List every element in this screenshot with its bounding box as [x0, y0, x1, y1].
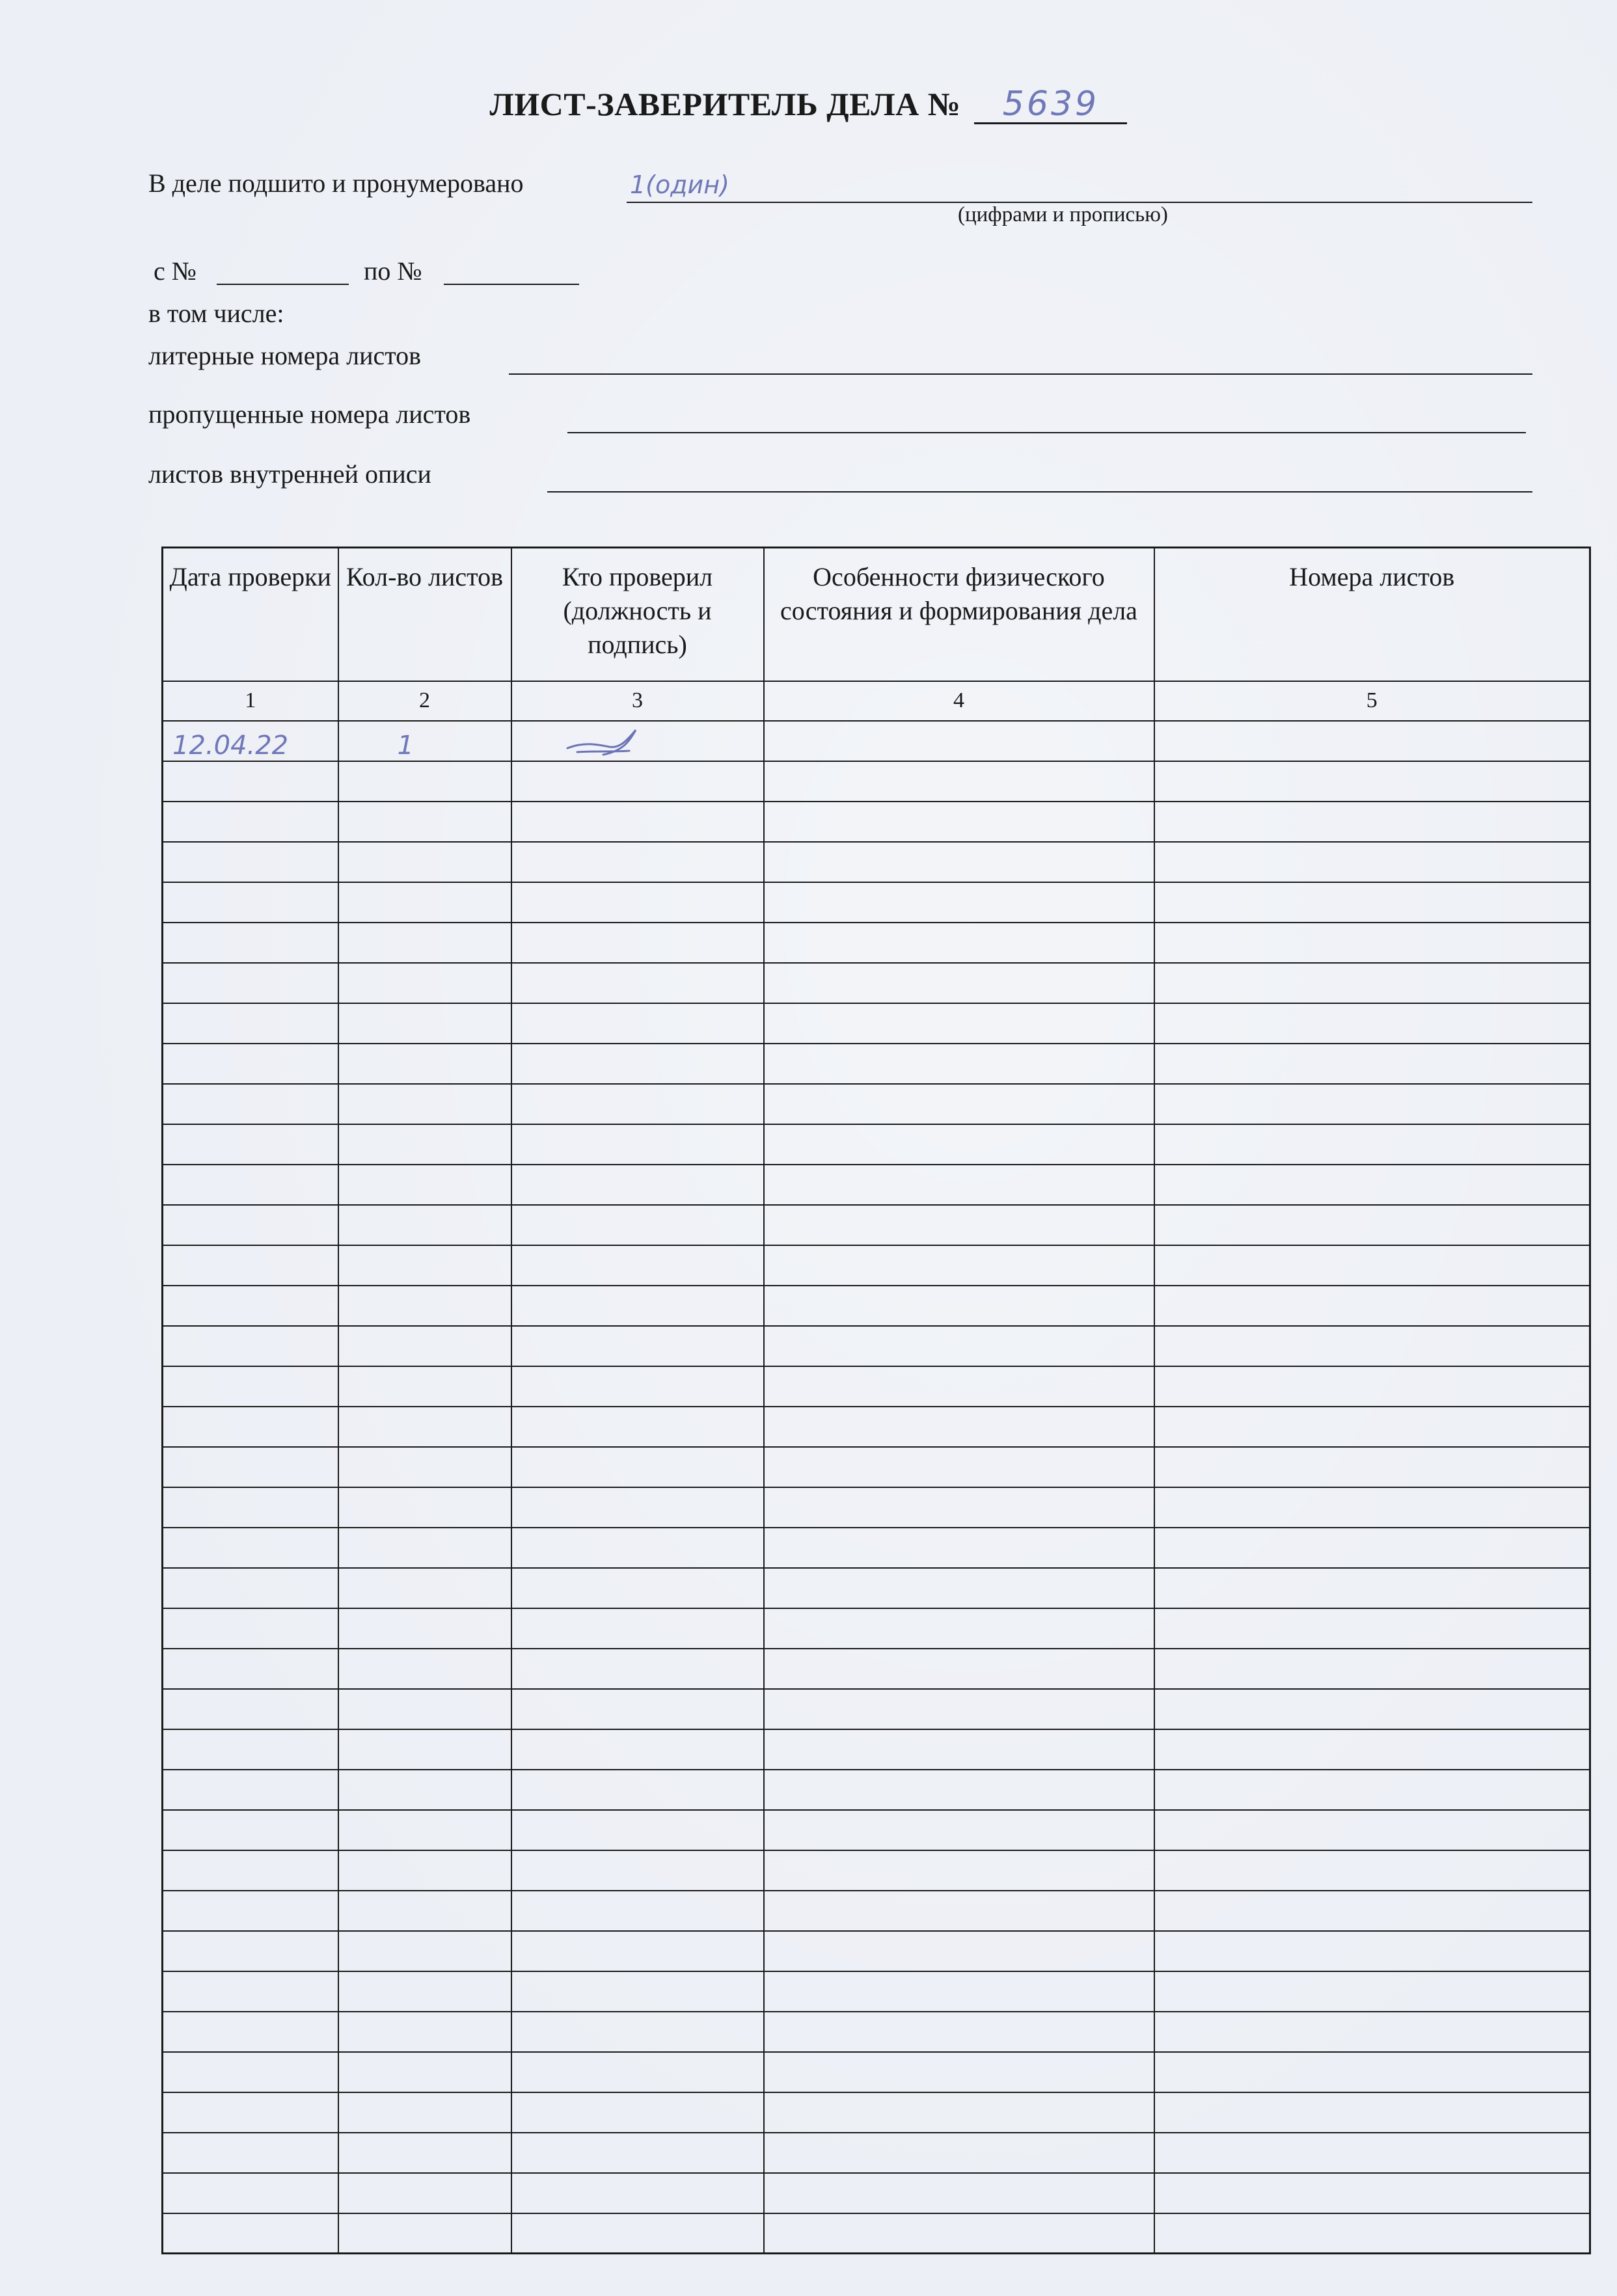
table-row: [163, 842, 1590, 882]
table-cell: [1154, 1487, 1590, 1528]
table-cell: [163, 2012, 338, 2052]
table-cell: [511, 2092, 764, 2133]
table-cell: [338, 1971, 511, 2012]
table-row: [163, 1366, 1590, 1407]
table-cell: [764, 802, 1154, 842]
signature-scribble: [564, 722, 662, 760]
table-cell: [511, 2052, 764, 2092]
table-cell: [511, 1568, 764, 1608]
table-row: [163, 1931, 1590, 1971]
table-cell: [1154, 2213, 1590, 2254]
table-cell: [764, 1850, 1154, 1891]
table-row: [163, 1568, 1590, 1608]
table-cell: [338, 2012, 511, 2052]
table-cell: [163, 1124, 338, 1165]
table-row: [163, 1044, 1590, 1084]
table-cell: [163, 1003, 338, 1044]
from-number-field: [217, 284, 349, 285]
table-cell: [1154, 1568, 1590, 1608]
table-cell: [338, 2213, 511, 2254]
table-cell: [338, 1850, 511, 1891]
table-cell: [338, 1487, 511, 1528]
header-checked-by: Кто проверил (должность и подпись): [511, 548, 764, 681]
table-cell: [511, 1084, 764, 1124]
table-cell: [163, 1971, 338, 2012]
letter-numbers-field: [509, 373, 1532, 375]
table-row: [163, 2052, 1590, 2092]
table-cell: [1154, 2052, 1590, 2092]
table-cell: [764, 1487, 1154, 1528]
table-row: [163, 1689, 1590, 1729]
table-cell: [163, 2213, 338, 2254]
table-cell: [338, 2173, 511, 2213]
table-cell: [163, 761, 338, 802]
table-row: [163, 721, 1590, 761]
signature-cell: [511, 721, 764, 761]
table-cell: [511, 1810, 764, 1850]
header-check-date: Дата проверки: [163, 548, 338, 681]
table-cell: [338, 1326, 511, 1366]
table-cell: [511, 1528, 764, 1568]
table-cell: [764, 1971, 1154, 2012]
table-cell: [338, 2052, 511, 2092]
table-cell: [338, 1931, 511, 1971]
table-cell: [511, 1326, 764, 1366]
table-row: [163, 1407, 1590, 1447]
table-cell: [338, 802, 511, 842]
table-cell: [338, 1084, 511, 1124]
table-cell: [163, 1931, 338, 1971]
table-cell: [338, 1124, 511, 1165]
table-cell: [338, 1286, 511, 1326]
table-cell: [1154, 1245, 1590, 1286]
table-row: [163, 2133, 1590, 2173]
table-cell: [163, 1487, 338, 1528]
table-cell: [511, 1649, 764, 1689]
table-cell: [163, 1286, 338, 1326]
table-row: [163, 1891, 1590, 1931]
table-cell: [1154, 1729, 1590, 1770]
table-cell: [764, 1810, 1154, 1850]
table-cell: [1154, 1407, 1590, 1447]
column-number: 2: [338, 681, 511, 721]
table-cell: [163, 963, 338, 1003]
table-cell: [163, 1084, 338, 1124]
table-cell: [1154, 2092, 1590, 2133]
table-cell: [764, 1528, 1154, 1568]
table-cell: [163, 1568, 338, 1608]
table-cell: [338, 761, 511, 802]
table-cell: [764, 1447, 1154, 1487]
table-cell: [764, 2052, 1154, 2092]
table-cell: [338, 1245, 511, 1286]
table-cell: [338, 1205, 511, 1245]
table-row: [163, 2012, 1590, 2052]
sheet-count-handwritten: 1: [338, 721, 511, 761]
table-row: [163, 1850, 1590, 1891]
table-cell: [163, 2092, 338, 2133]
including-label: в том числе:: [148, 299, 284, 328]
table-cell: [764, 963, 1154, 1003]
table-cell: [1154, 1528, 1590, 1568]
table-cell: [338, 963, 511, 1003]
table-cell: [511, 1044, 764, 1084]
table-row: [163, 1729, 1590, 1770]
check-date-handwritten: 12.04.22: [163, 721, 338, 761]
to-number-field: [444, 284, 579, 285]
table-cell: [163, 1850, 338, 1891]
header-physical-condition: Особенности физического состояния и формирования дела: [764, 548, 1154, 681]
table-row: [163, 1770, 1590, 1810]
table-cell: [338, 1810, 511, 1850]
table-cell: [764, 1608, 1154, 1649]
table-cell: [163, 1810, 338, 1850]
table-row: [163, 1124, 1590, 1165]
table-cell: [511, 1608, 764, 1649]
table-cell: [1154, 1649, 1590, 1689]
table-cell: [1154, 1810, 1590, 1850]
case-number-field: [974, 85, 1127, 124]
table-cell: [511, 1931, 764, 1971]
table-cell: [764, 1205, 1154, 1245]
table-cell: [163, 2052, 338, 2092]
table-cell: [511, 1205, 764, 1245]
table-cell: [511, 2012, 764, 2052]
table-cell: [1154, 842, 1590, 882]
table-cell: [1154, 1891, 1590, 1931]
table-row: [163, 2092, 1590, 2133]
table-cell: [1154, 1770, 1590, 1810]
table-cell: [1154, 1850, 1590, 1891]
table-cell: [163, 1649, 338, 1689]
table-row: [163, 1649, 1590, 1689]
table-cell: [1154, 963, 1590, 1003]
table-row: [163, 1326, 1590, 1366]
table-cell: [511, 963, 764, 1003]
table-cell: [764, 2173, 1154, 2213]
table-cell: [764, 1366, 1154, 1407]
table-cell: [764, 1931, 1154, 1971]
table-row: [163, 802, 1590, 842]
column-number: 5: [1154, 681, 1590, 721]
table-row: [163, 1165, 1590, 1205]
table-cell: [511, 842, 764, 882]
table-cell: [764, 2092, 1154, 2133]
table-row: [163, 1084, 1590, 1124]
table-cell: [163, 1245, 338, 1286]
table-cell: [1154, 1165, 1590, 1205]
table-cell: [764, 1407, 1154, 1447]
table-cell: [511, 1124, 764, 1165]
table-cell: [764, 1729, 1154, 1770]
table-cell: [764, 1770, 1154, 1810]
table-cell: [338, 1447, 511, 1487]
column-number: 1: [163, 681, 338, 721]
table-row: [163, 1245, 1590, 1286]
table-cell: [1154, 1447, 1590, 1487]
title-text: ЛИСТ-ЗАВЕРИТЕЛЬ ДЕЛА №: [489, 86, 961, 122]
table-row: [163, 1205, 1590, 1245]
table-cell: [1154, 2012, 1590, 2052]
table-cell: [764, 1084, 1154, 1124]
table-cell: [338, 1568, 511, 1608]
table-cell: [511, 2213, 764, 2254]
table-cell: [764, 1689, 1154, 1729]
table-cell: [764, 1649, 1154, 1689]
table-cell: [338, 882, 511, 923]
table-cell: [163, 882, 338, 923]
table-cell: [764, 1044, 1154, 1084]
table-cell: [764, 2213, 1154, 2254]
table-cell: [511, 923, 764, 963]
table-row: [163, 2173, 1590, 2213]
table-cell: [163, 1447, 338, 1487]
table-row: [163, 761, 1590, 802]
table-row: [163, 2213, 1590, 2254]
inner-inventory-field: [547, 491, 1532, 493]
header-sheet-count: Кол-во листов: [338, 548, 511, 681]
table-cell: [511, 1770, 764, 1810]
table-cell: [764, 2133, 1154, 2173]
table-cell: [163, 1770, 338, 1810]
table-cell: [1154, 1931, 1590, 1971]
table-cell: [338, 1608, 511, 1649]
condition-cell: [764, 721, 1154, 761]
table-header-row: [163, 548, 1590, 681]
column-number: 3: [511, 681, 764, 721]
table-cell: [764, 1891, 1154, 1931]
table-cell: [338, 1366, 511, 1407]
table-cell: [1154, 1124, 1590, 1165]
table-cell: [1154, 802, 1590, 842]
table-cell: [764, 1124, 1154, 1165]
table-cell: [163, 1891, 338, 1931]
to-number-label: по №: [364, 256, 422, 286]
inner-inventory-label: листов внутренней описи: [148, 459, 431, 489]
table-cell: [1154, 2173, 1590, 2213]
table-cell: [338, 1729, 511, 1770]
table-cell: [163, 1044, 338, 1084]
table-cell: [511, 1165, 764, 1205]
table-row: [163, 923, 1590, 963]
table-cell: [1154, 1326, 1590, 1366]
table-cell: [511, 1245, 764, 1286]
table-cell: [338, 1044, 511, 1084]
table-row: [163, 1528, 1590, 1568]
verification-table: [161, 547, 1591, 2254]
table-cell: [163, 2133, 338, 2173]
skipped-numbers-field: [567, 432, 1526, 433]
table-cell: [338, 2092, 511, 2133]
table-row: [163, 1608, 1590, 1649]
table-cell: [163, 1729, 338, 1770]
table-row: [163, 1286, 1590, 1326]
table-cell: [1154, 1689, 1590, 1729]
table-cell: [163, 2173, 338, 2213]
table-cell: [1154, 1205, 1590, 1245]
skipped-numbers-label: пропущенные номера листов: [148, 399, 471, 429]
table-cell: [764, 1286, 1154, 1326]
table-cell: [764, 2012, 1154, 2052]
table-cell: [338, 842, 511, 882]
table-cell: [338, 1689, 511, 1729]
table-cell: [511, 802, 764, 842]
table-cell: [764, 923, 1154, 963]
table-cell: [1154, 1003, 1590, 1044]
table-cell: [511, 1850, 764, 1891]
column-number: 4: [764, 681, 1154, 721]
table-row: [163, 1971, 1590, 2012]
table-cell: [764, 1165, 1154, 1205]
table-cell: [511, 1689, 764, 1729]
table-cell: [338, 1003, 511, 1044]
table-cell: [511, 1003, 764, 1044]
sewn-numbered-label: В деле подшито и пронумеровано: [148, 169, 524, 198]
table-cell: [511, 1447, 764, 1487]
table-cell: [511, 1971, 764, 2012]
document-title: [0, 85, 1617, 124]
header-sheet-numbers: Номера листов: [1154, 548, 1590, 681]
table-cell: [511, 2133, 764, 2173]
table-cell: [1154, 761, 1590, 802]
table-cell: [163, 1689, 338, 1729]
table-cell: [764, 761, 1154, 802]
table-cell: [764, 1245, 1154, 1286]
table-cell: [338, 923, 511, 963]
table-cell: [338, 1528, 511, 1568]
table-cell: [163, 1165, 338, 1205]
table-cell: [163, 1366, 338, 1407]
table-cell: [338, 1891, 511, 1931]
table-row: [163, 963, 1590, 1003]
table-cell: [163, 1326, 338, 1366]
table-cell: [764, 1326, 1154, 1366]
table-cell: [163, 842, 338, 882]
table-row: [163, 1003, 1590, 1044]
digits-and-words-hint: (цифрами и прописью): [958, 203, 1168, 226]
table-cell: [764, 842, 1154, 882]
case-number-handwritten: 5639: [1002, 85, 1100, 124]
table-row: [163, 882, 1590, 923]
table-cell: [511, 1487, 764, 1528]
table-cell: [511, 1407, 764, 1447]
table-cell: [511, 2173, 764, 2213]
table-cell: [511, 1891, 764, 1931]
table-cell: [1154, 1971, 1590, 2012]
sewn-numbered-value-handwritten: 1(один): [630, 170, 729, 199]
table-row: [163, 1810, 1590, 1850]
table-cell: [764, 882, 1154, 923]
table-cell: [1154, 1366, 1590, 1407]
table-cell: [1154, 1044, 1590, 1084]
table-cell: [338, 1407, 511, 1447]
letter-numbers-label: литерные номера листов: [148, 341, 422, 370]
column-number-row: [163, 681, 1590, 721]
table-cell: [163, 1407, 338, 1447]
table-cell: [511, 1366, 764, 1407]
table-cell: [1154, 1084, 1590, 1124]
sheet-numbers-cell: [1154, 721, 1590, 761]
table-row: [163, 1487, 1590, 1528]
table-cell: [338, 1165, 511, 1205]
table-cell: [338, 1649, 511, 1689]
table-cell: [1154, 1608, 1590, 1649]
table-cell: [163, 802, 338, 842]
table-cell: [1154, 882, 1590, 923]
table-cell: [511, 1729, 764, 1770]
table-cell: [163, 1528, 338, 1568]
table-cell: [1154, 1286, 1590, 1326]
table-cell: [1154, 923, 1590, 963]
table-cell: [163, 1205, 338, 1245]
table-cell: [163, 923, 338, 963]
table-cell: [1154, 2133, 1590, 2173]
table-cell: [338, 2133, 511, 2173]
table-cell: [764, 1568, 1154, 1608]
table-cell: [511, 761, 764, 802]
table-cell: [163, 1608, 338, 1649]
table-row: [163, 1447, 1590, 1487]
table-cell: [511, 882, 764, 923]
from-number-label: с №: [154, 256, 197, 286]
table-cell: [338, 1770, 511, 1810]
table-cell: [764, 1003, 1154, 1044]
table-cell: [511, 1286, 764, 1326]
